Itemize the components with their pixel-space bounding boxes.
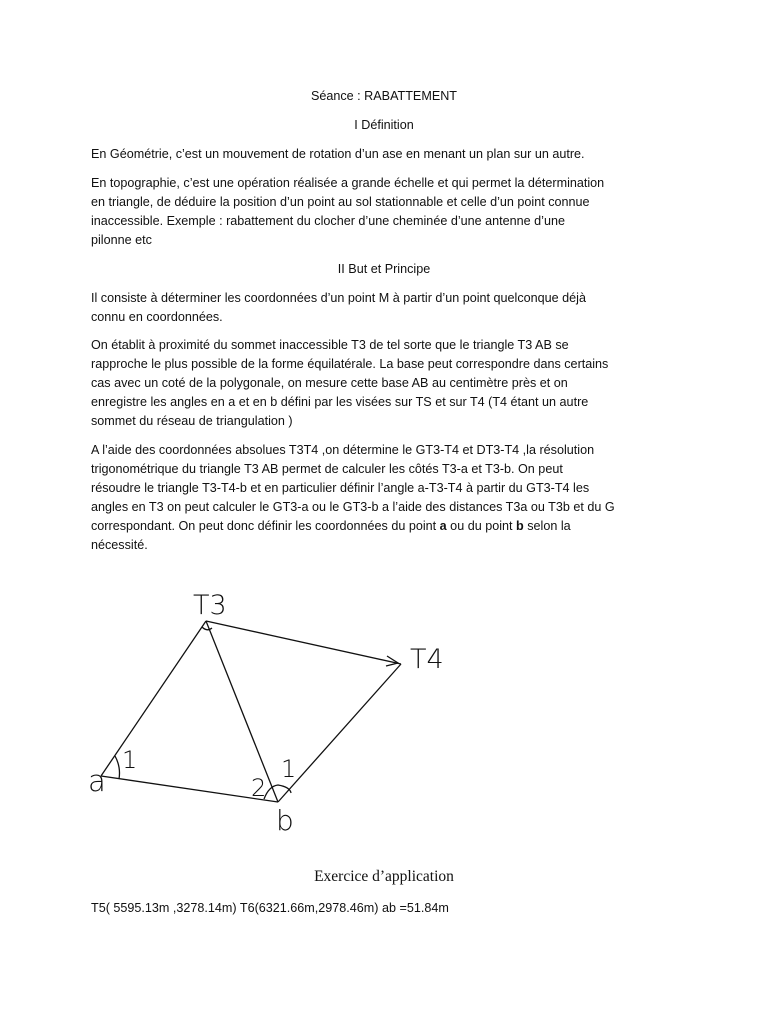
principle-paragraph-3-line-5-text-c: selon la	[523, 519, 571, 533]
definition-paragraph-2-line-2: en triangle, de déduire la position d’un point au sol stationnable et celle d’un point connue	[91, 195, 590, 209]
angle-arc-a	[115, 756, 120, 779]
principle-paragraph-2-line-4: enregistre les angles en a et en b défini par les visées sur TS et sur T4 (T4 étant un autre	[91, 395, 589, 409]
principle-paragraph-2-line-5: sommet du réseau de triangulation )	[91, 414, 293, 428]
principle-paragraph-2-line-2: rapproche le plus possible de la forme équilatérale. La base peut correspondre dans certains	[91, 357, 609, 371]
principle-paragraph-3-line-3: résoudre le triangle T3-T4-b et en particulier définir l’angle a-T3-T4 à partir du GT3-T4 les	[91, 481, 590, 495]
angle-label-b-2: 2	[251, 774, 267, 802]
principle-paragraph-3-line-4: angles en T3 on peut calculer le GT3-a ou le GT3-b a l’aide des distances T3a ou T3b et du G	[91, 500, 615, 514]
section-heading-principle: II But et Principe	[337, 262, 431, 276]
principle-paragraph-1-line-2: connu en coordonnées.	[91, 310, 223, 324]
label-a: a	[88, 764, 106, 798]
exercise-title: Exercice d’application	[314, 868, 454, 885]
label-t4: T4	[410, 644, 444, 675]
definition-paragraph-2-line-4: pilonne etc	[91, 233, 152, 247]
document-title: Séance : RABATTEMENT	[310, 89, 458, 103]
principle-paragraph-3-line-1: A l’aide des coordonnées absolues T3T4 ,on détermine le GT3-T4 et DT3-T4 ,la résolution	[91, 443, 595, 457]
label-t3: T3	[193, 590, 227, 621]
side-t3-b	[206, 621, 278, 802]
principle-paragraph-3-line-2: trigonométrique du triangle T3 AB permet de calculer les côtés T3-a et T3-b. On peut	[91, 462, 563, 476]
sight-t3-t4	[206, 621, 401, 664]
angle-label-b-1: 1	[281, 755, 297, 783]
principle-paragraph-3-point-a: a	[439, 519, 447, 533]
side-a-t3	[101, 621, 206, 776]
angle-label-a-1: 1	[122, 746, 138, 774]
principle-paragraph-1-line-1: Il consiste à déterminer les coordonnées d’un point M à partir d’un point quelconque déjà	[91, 291, 586, 305]
definition-paragraph-2-line-1: En topographie, c’est une opération réalisée a grande échelle et qui permet la détermination	[91, 176, 605, 190]
label-b: b	[276, 804, 294, 837]
angle-arc-t3	[202, 627, 212, 630]
principle-paragraph-3-line-6: nécessité.	[91, 538, 148, 552]
section-heading-definition: I Définition	[354, 118, 414, 132]
definition-paragraph-1-line-1: En Géométrie, c’est un mouvement de rotation d’un ase en menant un plan sur un autre.	[91, 147, 585, 161]
principle-paragraph-2-line-1: On établit à proximité du sommet inaccessible T3 de tel sorte que le triangle T3 AB se	[91, 338, 569, 352]
definition-paragraph-2-line-3: inaccessible. Exemple : rabattement du clocher d’une cheminée d’une antenne d’une	[91, 214, 565, 228]
principle-paragraph-3-point-b: b	[516, 519, 524, 533]
side-b-t4	[278, 664, 401, 802]
principle-paragraph-2-line-3: cas avec un coté de la polygonale, on mesure cette base AB au centimètre près et on	[91, 376, 568, 390]
principle-paragraph-3-line-5-text-b: ou du point	[446, 519, 517, 533]
exercise-data-line: T5( 5595.13m ,3278.14m) T6(6321.66m,2978.46m) ab =51.84m	[91, 901, 449, 915]
principle-paragraph-3-line-5-text-a: correspondant. On peut donc définir les coordonnées du point	[91, 519, 440, 533]
